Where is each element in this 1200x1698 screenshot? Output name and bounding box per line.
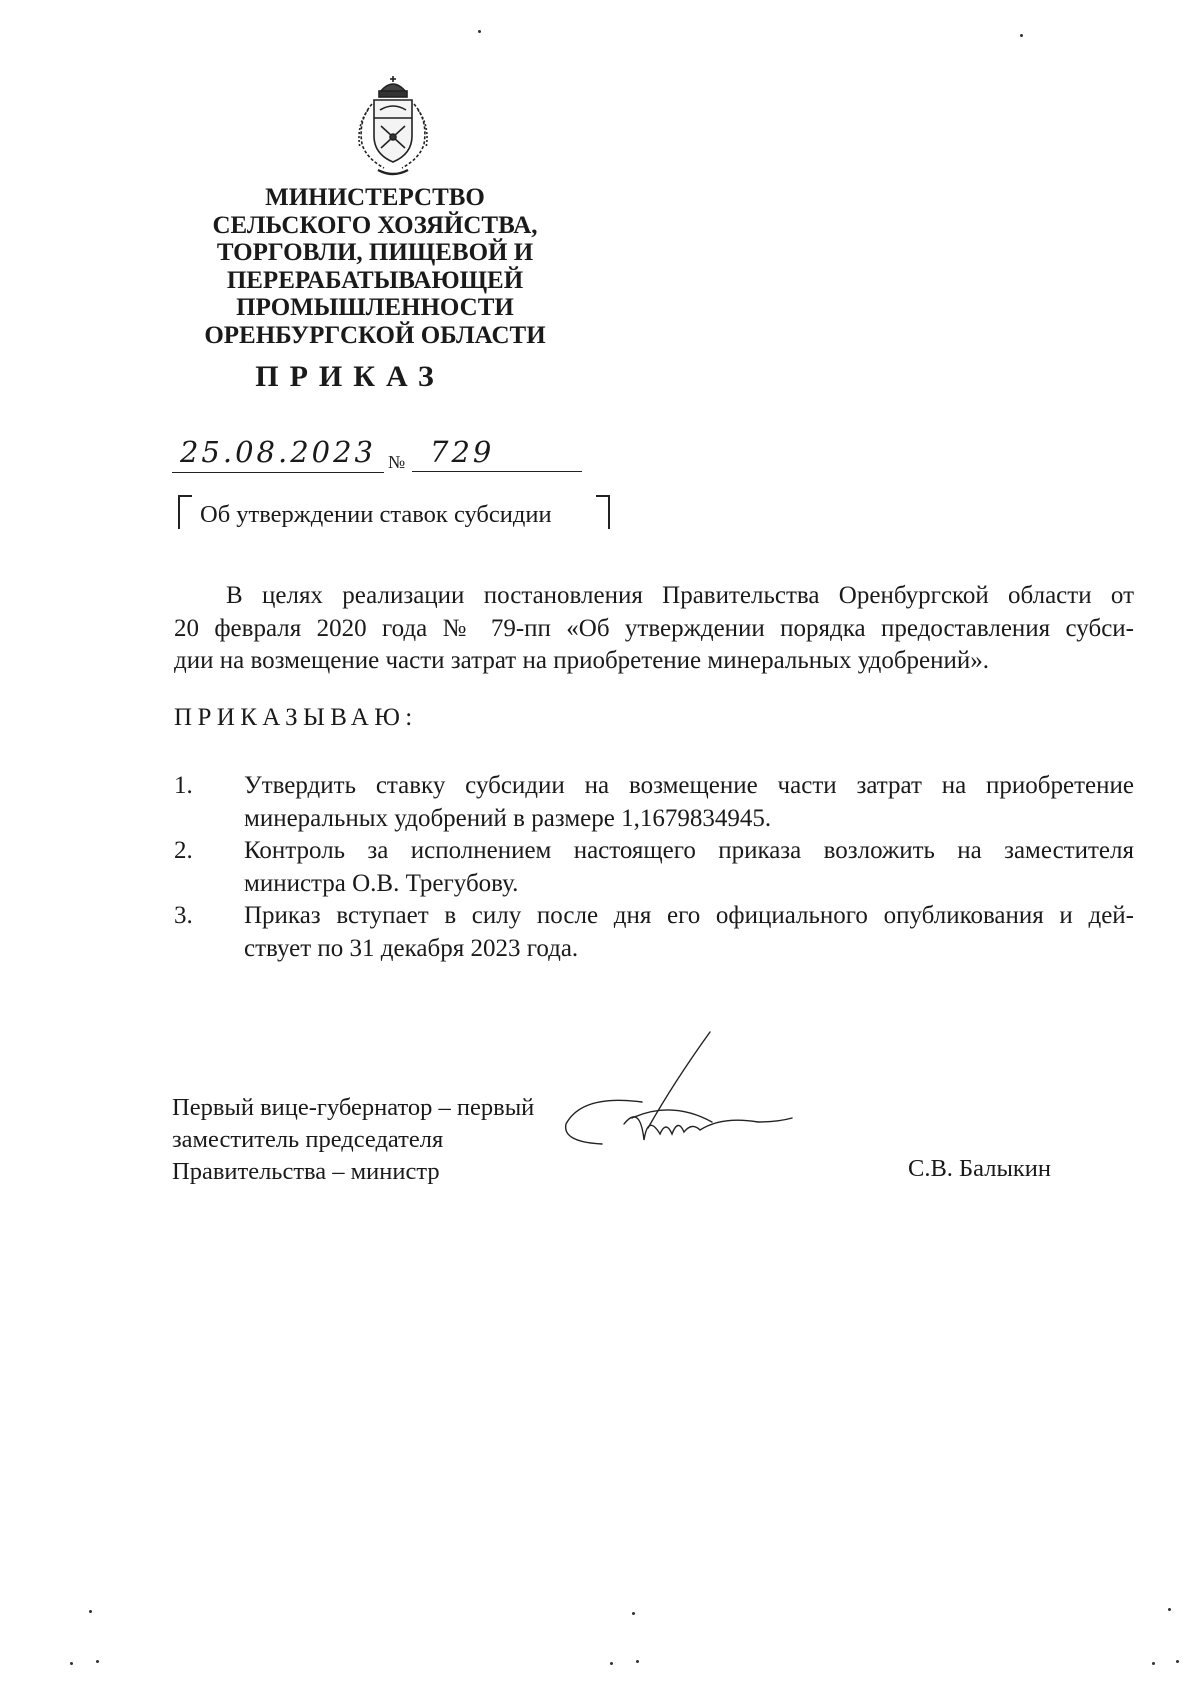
corner-bracket — [178, 495, 180, 529]
order-item-number: 2. — [174, 837, 193, 864]
scan-speck — [96, 1660, 99, 1663]
ministry-name-line: ПРОМЫШЛЕННОСТИ — [236, 294, 514, 322]
scan-speck — [632, 1612, 635, 1615]
number-sign: № — [388, 452, 406, 472]
scan-speck — [610, 1662, 613, 1665]
preamble-line: В целях реализации постановления Правительства Оренбургской области от — [226, 582, 1134, 609]
order-date: 25.08.2023 — [172, 432, 384, 473]
orders-verb: ПРИКАЗЫВАЮ: — [174, 704, 418, 731]
signer-position-line: Первый вице-губернатор – первый — [172, 1094, 535, 1121]
order-item-number: 3. — [174, 902, 193, 929]
subject-block — [178, 493, 610, 533]
ministry-name-line: ПЕРЕРАБАТЫВАЮЩЕЙ — [226, 266, 524, 294]
subject-text: Об утверждении ставок субсидии — [200, 501, 552, 528]
preamble-line: дии на возмещение части затрат на приобретение минеральных удобрений». — [174, 647, 990, 674]
handwritten-signature — [562, 1030, 802, 1160]
scan-speck — [1176, 1660, 1179, 1663]
order-item-line: ствует по 31 декабря 2023 года. — [244, 934, 579, 962]
signer-position — [172, 1092, 534, 1188]
order-item-line: министра О.В. Трегубову. — [244, 869, 519, 897]
ministry-name-line: ТОРГОВЛИ, ПИЩЕВОЙ И — [216, 239, 534, 267]
document-type-title: ПРИКАЗ — [255, 360, 445, 393]
coat-of-arms-emblem — [350, 74, 436, 180]
scan-speck — [1152, 1662, 1155, 1665]
signer-position-line: Правительства – министр — [172, 1158, 440, 1185]
order-item-number: 1. — [174, 772, 193, 799]
corner-bracket — [178, 495, 192, 497]
order-number: 729 — [412, 432, 582, 472]
scan-speck — [1168, 1608, 1171, 1611]
signer-position-line: заместитель председателя — [172, 1126, 444, 1153]
ministry-name-line: ОРЕНБУРГСКОЙ ОБЛАСТИ — [204, 321, 546, 349]
scan-speck — [636, 1660, 639, 1663]
ministry-name-line: СЕЛЬСКОГО ХОЗЯЙСТВА, — [212, 211, 538, 239]
signer-name: С.В. Балыкин — [908, 1155, 1052, 1182]
preamble-line: 20 февраля 2020 года № 79-пп «Об утверждении порядка предоставления субси- — [174, 614, 1134, 642]
scan-speck — [1020, 34, 1023, 37]
scan-speck — [70, 1662, 73, 1665]
order-item-line: Контроль за исполнением настоящего приказа возложить на заместителя — [244, 837, 1134, 864]
scan-speck — [89, 1610, 92, 1613]
order-item-line: минеральных удобрений в размере 1,1679834945. — [244, 804, 772, 832]
order-item-line: Приказ вступает в силу после дня его официального опубликования и дей- — [244, 902, 1134, 929]
order-item-line: Утвердить ставку субсидии на возмещение части затрат на приобретение — [244, 772, 1134, 799]
corner-bracket — [608, 495, 610, 529]
preamble-paragraph — [174, 580, 1134, 678]
ministry-name — [160, 184, 590, 350]
scan-speck — [478, 30, 481, 33]
ministry-name-line: МИНИСТЕРСТВО — [265, 184, 485, 211]
